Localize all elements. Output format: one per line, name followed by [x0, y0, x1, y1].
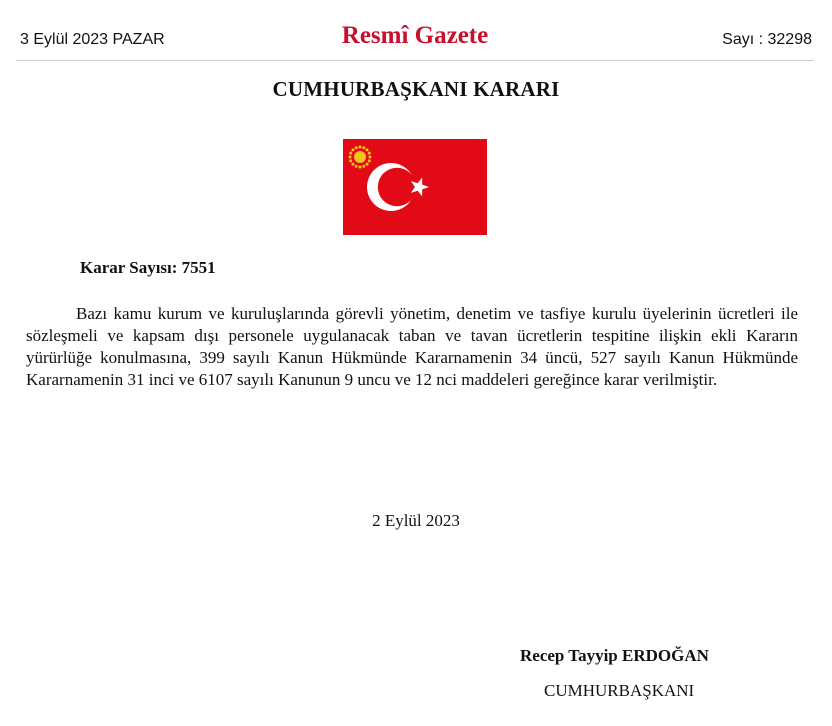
- presidential-flag-icon: [343, 139, 487, 235]
- decision-number: Karar Sayısı: 7551: [80, 258, 216, 277]
- issue-date: 3 Eylül 2023 PAZAR: [20, 31, 165, 48]
- issue-number: Sayı : 32298: [722, 31, 812, 48]
- signer-title: CUMHURBAŞKANI: [544, 681, 695, 700]
- signer-name: Recep Tayyip ERDOĞAN: [520, 646, 709, 665]
- gazette-title: Resmî Gazete: [341, 22, 489, 49]
- gazette-header: [16, 22, 814, 61]
- decision-body: Bazı kamu kurum ve kuruluşlarında görevli yönetim, denetim ve tasfiye kurulu üyelerinin ücretleri ile sözleşmeli ve kapsam dışı personele uygulanacak taban ve tavan ücretlerin tespitine ilişkin ekli Kararın yürürlüğe konulmasına, 399 sayılı Kanun Hükmünde Kararnamenin 34 üncü, 527 sayılı Kanun Hükmünde Kararnamenin 31 inci ve 6107 sayılı Kanunun 9 uncu ve 12 nci maddeleri gereğince karar verilmiştir.: [26, 304, 798, 389]
- document-title: CUMHURBAŞKANI KARARI: [272, 77, 560, 101]
- signing-date: 2 Eylül 2023: [372, 511, 460, 530]
